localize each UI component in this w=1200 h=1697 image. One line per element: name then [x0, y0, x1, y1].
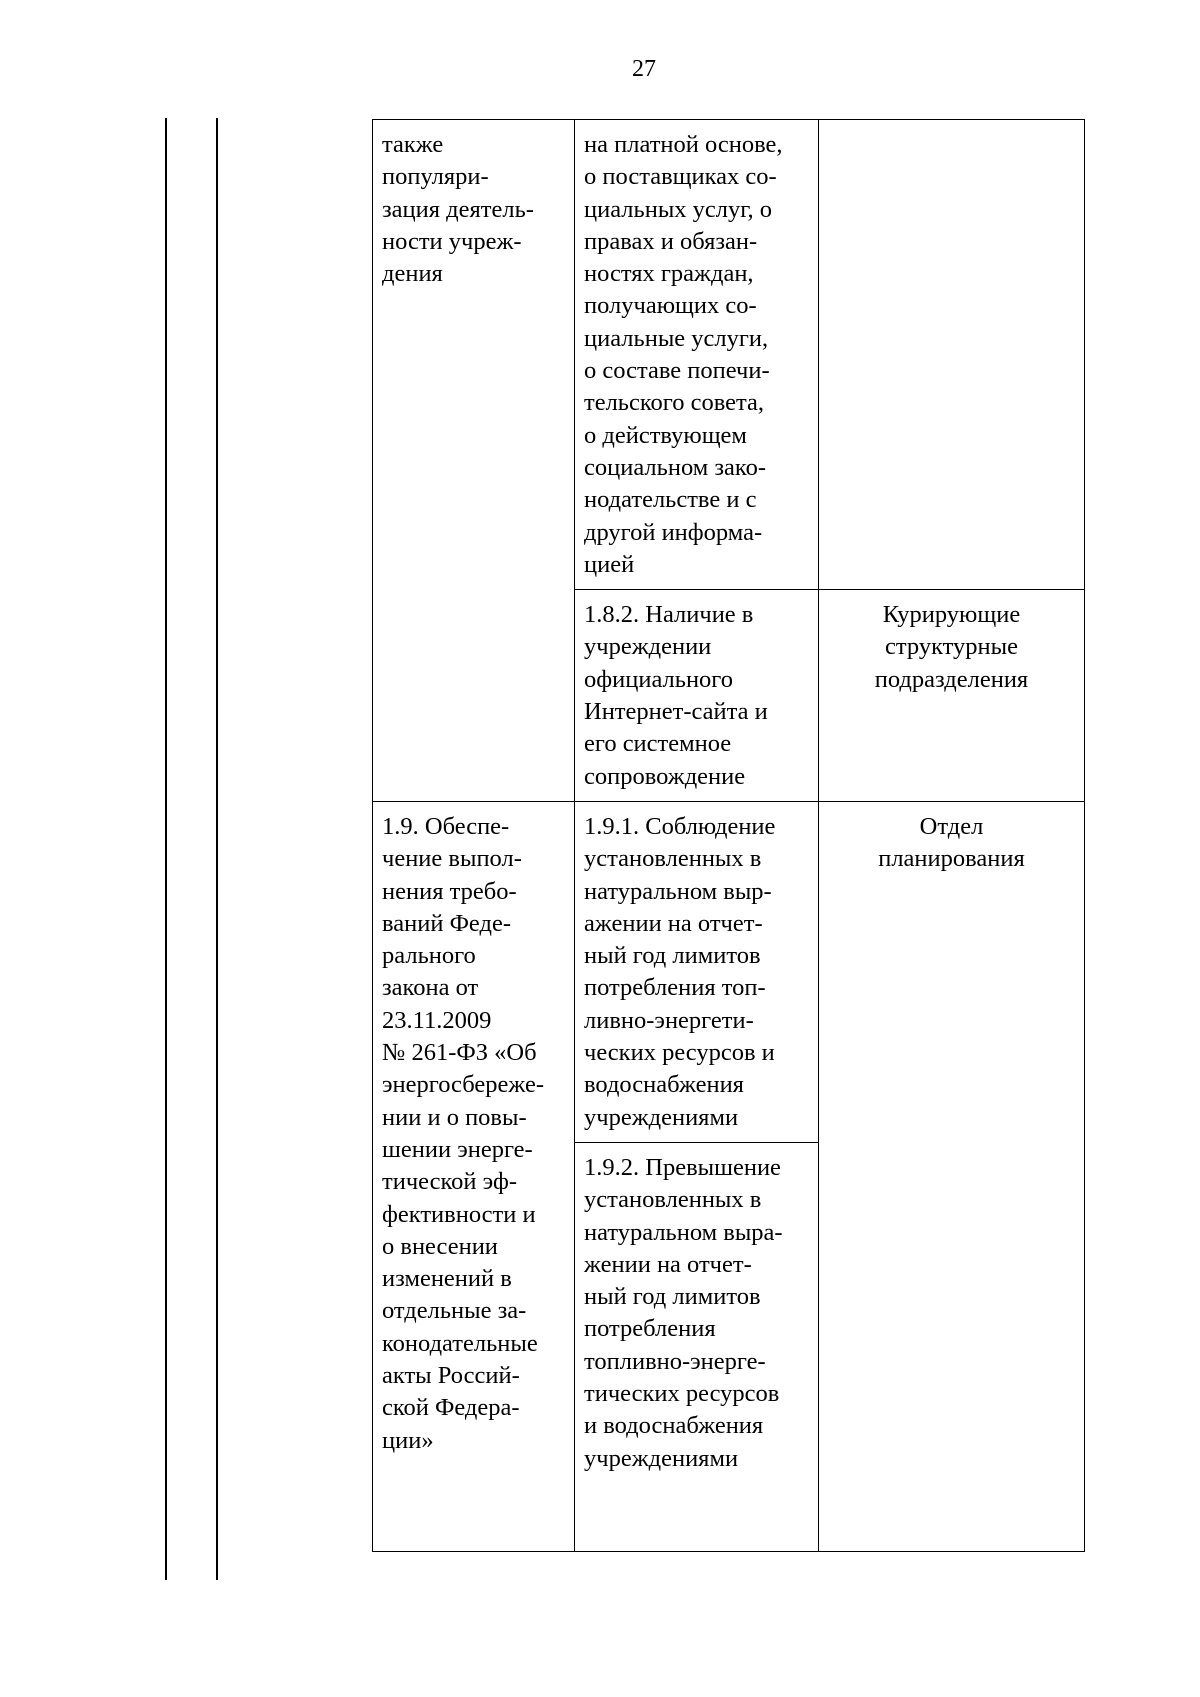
cell-text-line: подразделения: [874, 665, 1029, 693]
cell-text-line: о составе попечи-: [584, 357, 770, 385]
table-cell-responsible: [819, 590, 1085, 802]
cell-text-line: учреждениями: [584, 1103, 739, 1131]
cell-text-line: закона от: [382, 974, 479, 1002]
cell-text-line: Курирующие: [882, 601, 1021, 629]
cell-text-line: 1.9.1. Соблюдение: [584, 812, 776, 840]
table-cell-direction: [373, 120, 575, 802]
cell-text-line: тической эф-: [382, 1168, 518, 1196]
table-cell-indicator: [575, 590, 819, 802]
cell-text-line: правах и обязан-: [584, 227, 758, 255]
cell-text-line: структурные: [885, 633, 1018, 661]
cell-text-line: 1.9.2. Превышение: [584, 1153, 781, 1181]
cell-text-line: Отдел: [919, 812, 984, 840]
cell-text-line: другой информа-: [584, 518, 763, 546]
table-cell-responsible: [819, 120, 1085, 590]
cell-text-line: натуральном выр-: [584, 877, 772, 905]
cell-text-line: сопровождение: [584, 762, 746, 790]
cell-text-line: изменений в: [382, 1265, 512, 1293]
table-cell-responsible: [819, 801, 1085, 1551]
cell-text-line: фективности и: [382, 1200, 536, 1228]
cell-text-line: планирования: [878, 845, 1025, 873]
cell-text-line: установленных в: [584, 1186, 762, 1214]
cell-text-line: водоснабжения: [584, 1071, 744, 1099]
cell-text-line: топливно-энерге-: [584, 1347, 766, 1375]
cell-text-line: установленных в: [584, 845, 762, 873]
cell-text-line: его системное: [584, 730, 732, 758]
cell-text-line: акты Россий-: [382, 1361, 520, 1389]
cell-text-line: ваний Феде-: [382, 909, 511, 937]
cell-text-line: и водоснабжения: [584, 1412, 764, 1440]
cell-text-line: № 261-ФЗ «Об: [382, 1039, 537, 1067]
cell-text-line: социальном зако-: [584, 453, 766, 481]
cell-text-line: потребления: [584, 1315, 716, 1343]
cell-text-line: рального: [382, 942, 476, 970]
table-cell-indicator: [575, 1142, 819, 1551]
cell-text-line: энергосбереже-: [382, 1071, 545, 1099]
cell-text-line: ный год лимитов: [584, 1283, 761, 1311]
table-row: [373, 801, 1085, 1142]
cell-text-line: ской Федера-: [382, 1394, 520, 1422]
cell-text-line: на платной основе,: [584, 131, 783, 158]
cell-text-line: о действующем: [584, 421, 747, 449]
cell-text-line: дения: [382, 260, 443, 288]
cell-text-line: получающих со-: [584, 292, 757, 320]
table-cell-direction: [373, 801, 575, 1551]
cell-text-line: ности учреж-: [382, 227, 522, 255]
cell-text-line: тельского совета,: [584, 389, 765, 417]
cell-text-line: нии и о повы-: [382, 1103, 527, 1131]
table-cell-indicator: [575, 801, 819, 1142]
cell-text-line: также: [382, 131, 444, 158]
cell-text-line: ции»: [382, 1426, 434, 1454]
activity-table: [372, 119, 1085, 1552]
cell-text-line: шении энерге-: [382, 1135, 533, 1163]
cell-text-line: 23.11.2009: [382, 1006, 492, 1034]
cell-text-line: ностях граждан,: [584, 260, 754, 288]
cell-text-line: зация деятель-: [382, 195, 534, 223]
cell-text-line: ажении на отчет-: [584, 909, 763, 937]
cell-text-line: нодательстве и с: [584, 486, 757, 514]
page-number: 27: [632, 56, 656, 82]
cell-text-line: о поставщиках со-: [584, 163, 777, 191]
cell-text-line: потребления топ-: [584, 974, 766, 1002]
cell-text-line: тических ресурсов: [584, 1379, 780, 1407]
cell-text-line: натуральном выра-: [584, 1218, 783, 1246]
cell-text-line: учреждении: [584, 633, 712, 661]
table-cell-indicator: [575, 120, 819, 590]
cell-text-line: учреждениями: [584, 1444, 739, 1472]
cell-text-line: ческих ресурсов и: [584, 1039, 775, 1067]
cell-text-line: популяри-: [382, 163, 489, 191]
left-margin-rule-inner: [216, 118, 218, 1580]
cell-text-line: цией: [584, 550, 635, 578]
cell-text-line: ливно-энергети-: [584, 1006, 754, 1034]
cell-text-line: 1.9. Обеспе-: [382, 812, 510, 840]
cell-text-line: циальных услуг, о: [584, 195, 773, 223]
left-margin-rule-outer: [165, 118, 167, 1580]
cell-text-line: официального: [584, 665, 733, 693]
cell-text-line: о внесении: [382, 1232, 498, 1260]
table-row: [373, 120, 1085, 590]
cell-text-line: 1.8.2. Наличие в: [584, 601, 754, 629]
cell-text-line: жении на отчет-: [584, 1250, 752, 1278]
cell-text-line: Интернет-сайта и: [584, 698, 768, 726]
cell-text-line: чение выпол-: [382, 845, 522, 873]
cell-text-line: ный год лимитов: [584, 942, 761, 970]
cell-text-line: нения требо-: [382, 877, 517, 905]
cell-text-line: конодательные: [382, 1329, 538, 1357]
cell-text-line: циальные услуги,: [584, 324, 769, 352]
cell-text-line: отдельные за-: [382, 1297, 527, 1325]
